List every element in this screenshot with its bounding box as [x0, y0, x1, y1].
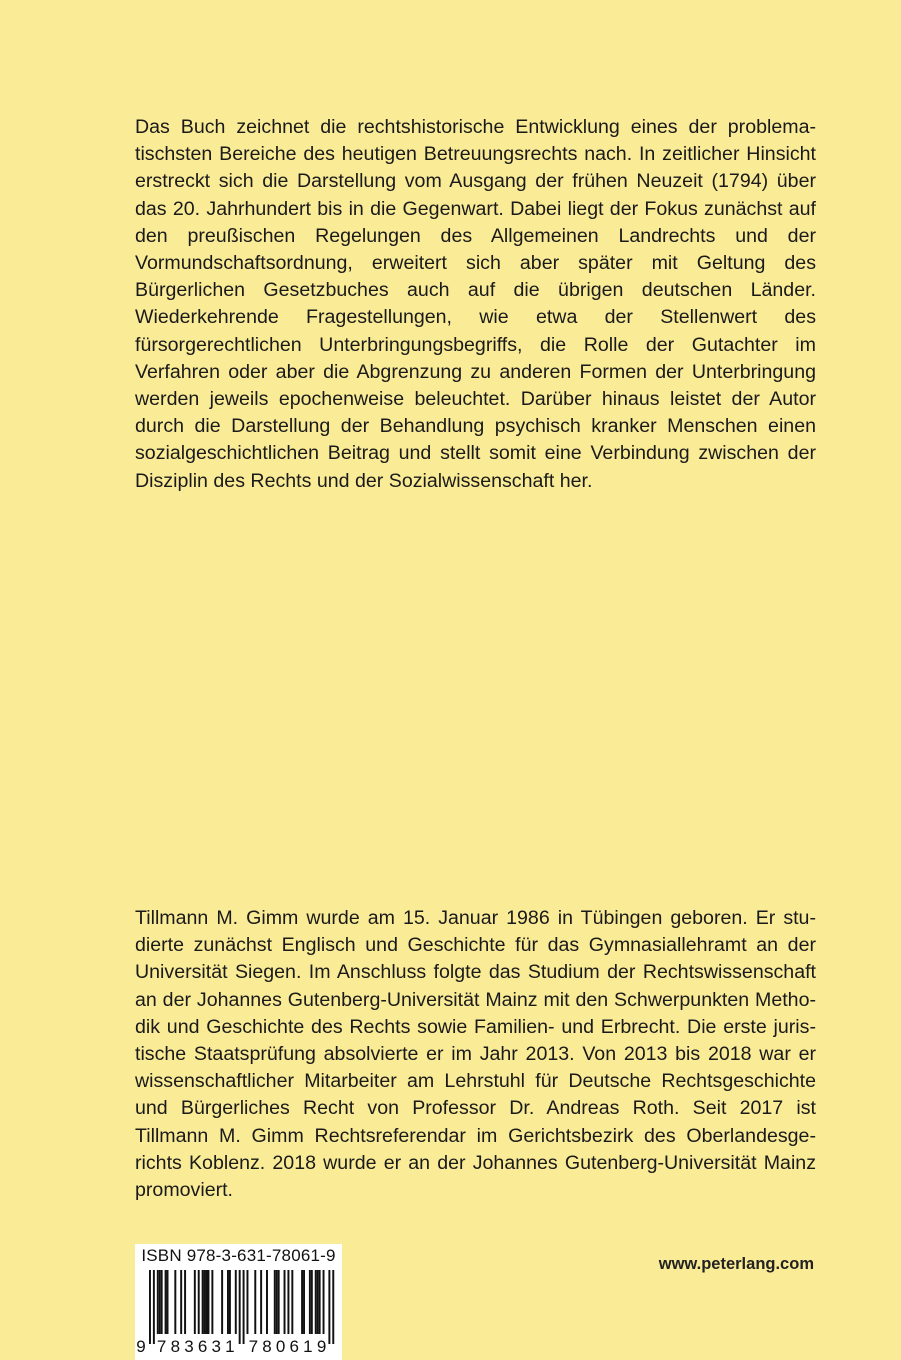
barcode-digit: 9 — [136, 1337, 146, 1356]
barcode-digit: 1 — [225, 1337, 235, 1356]
barcode-digit: 7 — [156, 1337, 167, 1356]
barcode-bar — [208, 1270, 210, 1334]
barcode-digit: 7 — [248, 1337, 259, 1356]
isbn-barcode — [135, 1244, 342, 1360]
barcode-bar — [309, 1270, 311, 1334]
barcode-digit: 8 — [262, 1337, 272, 1356]
barcode-bar — [328, 1270, 330, 1344]
barcode-bar — [239, 1270, 241, 1344]
book-description: Das Buch zeichnet die rechtshistorische Entwicklung eines der problematischsten Bereiche des heutigen Betreuungsrechts nach. In zeitlicher Hinsicht erstreckt sich die Darstellung vom Ausgang der frühen Neuzeit (1794) über das 20. Jahrhundert bis in die Gegenwart. Dabei liegt der Fokus zunächst auf den preußischen Regelungen des Allgemeinen Landrechts und der Vormundschaftsordnung, erweitert sich aber später mit Geltung des Bürgerlichen Gesetzbuches auch auf die übrigen deutschen Länder. Wiederkehrende Fragestellungen, wie etwa der Stellenwert des fürsorgerechtlichen Unterbringungsbegriffs, die Rolle der Gutachter im Verfahren oder aber die Abgrenzung zu anderen Formen der Unterbringung werden jeweils epochenweise beleuchtet. Darüber hinaus leistet der Autor durch die Darstellung der Behandlung psychisch kranker Menschen einen sozialgeschichtlichen Beitrag und stellt somit eine Verbindung zwischen der Disziplin des Rechts und der Sozialwissenschaft her. — [135, 116, 816, 492]
barcode-bar — [243, 1270, 245, 1344]
barcode-bar — [211, 1270, 213, 1334]
barcode-bar — [194, 1270, 196, 1334]
barcode-bar — [229, 1270, 231, 1334]
barcode-digit: 0 — [275, 1337, 286, 1356]
barcode-bar — [235, 1270, 237, 1334]
barcode-bar — [198, 1270, 200, 1334]
barcode-bar — [165, 1270, 167, 1334]
barcode-bar — [284, 1270, 286, 1334]
author-biography: Tillmann M. Gimm wurde am 15. Januar 1986 in Tübingen geboren. Er studierte zunächst Englisch und Geschichte für das Gymnasiallehramt an der Universität Siegen. Im Anschluss folgte das Studium der Rechtswissenschaft an der Johannes Gutenberg-Universität Mainz mit den Schwerpunkten Methodik und Geschichte des Rechts sowie Familien- und Erbrecht. Die erste juristische Staatsprüfung absolvierte er im Jahr 2013. Von 2013 bis 2018 war er wissenschaftlicher Mitarbeiter am Lehrstuhl für Deutsche Rechtsgeschichte und Bürgerliches Recht von Professor Dr. Andreas Roth. Seit 2017 ist Tillmann M. Gimm Rechtsreferendar im Gerichtsbezirk des Oberlandesgerichts Koblenz. 2018 wurde er an der Johannes Gutenberg-Universität Mainz promoviert. — [135, 907, 816, 1202]
isbn-label: ISBN 978-3-631-78061-9 — [141, 1246, 336, 1265]
barcode-bar — [266, 1270, 268, 1334]
barcode-bar — [167, 1270, 169, 1334]
barcode-bar — [276, 1270, 278, 1334]
barcode-bar — [301, 1270, 303, 1334]
barcode-bar — [247, 1270, 249, 1334]
barcode-bar — [260, 1270, 262, 1334]
publisher-website: www.peterlang.com — [658, 1255, 814, 1273]
barcode-bar — [204, 1270, 206, 1334]
barcode-bar — [159, 1270, 161, 1334]
barcode-bar — [311, 1270, 313, 1334]
barcode-digit: 3 — [211, 1337, 222, 1356]
barcode-bar — [274, 1270, 276, 1334]
barcode-bar — [157, 1270, 159, 1334]
barcode-digit: 3 — [184, 1337, 194, 1356]
barcode-bar — [221, 1270, 223, 1334]
barcode-bar — [202, 1270, 204, 1334]
barcode-bar — [149, 1270, 151, 1344]
barcode-bar — [206, 1270, 208, 1334]
barcode-bar — [227, 1270, 229, 1334]
barcode-bar — [315, 1270, 317, 1334]
barcode-bar — [323, 1270, 325, 1334]
barcode-bar — [184, 1270, 186, 1334]
barcode-digit: 6 — [289, 1337, 300, 1356]
barcode-bar — [153, 1270, 155, 1344]
barcode-bar — [180, 1270, 182, 1334]
barcode-bar — [319, 1270, 321, 1334]
barcode-bar — [303, 1270, 305, 1334]
barcode-bar — [254, 1270, 256, 1334]
barcode-digit: 6 — [197, 1337, 208, 1356]
barcode-graphic — [135, 1244, 342, 1360]
barcode-bar — [278, 1270, 280, 1334]
barcode-bar — [287, 1270, 289, 1334]
barcode-bar — [174, 1270, 176, 1334]
barcode-digit: 1 — [303, 1337, 313, 1356]
barcode-bar — [317, 1270, 319, 1334]
barcode-bar — [161, 1270, 163, 1334]
barcode-bar — [291, 1270, 293, 1334]
barcode-digit: 9 — [316, 1337, 327, 1356]
barcode-digit: 8 — [170, 1337, 181, 1356]
barcode-bar — [332, 1270, 334, 1344]
